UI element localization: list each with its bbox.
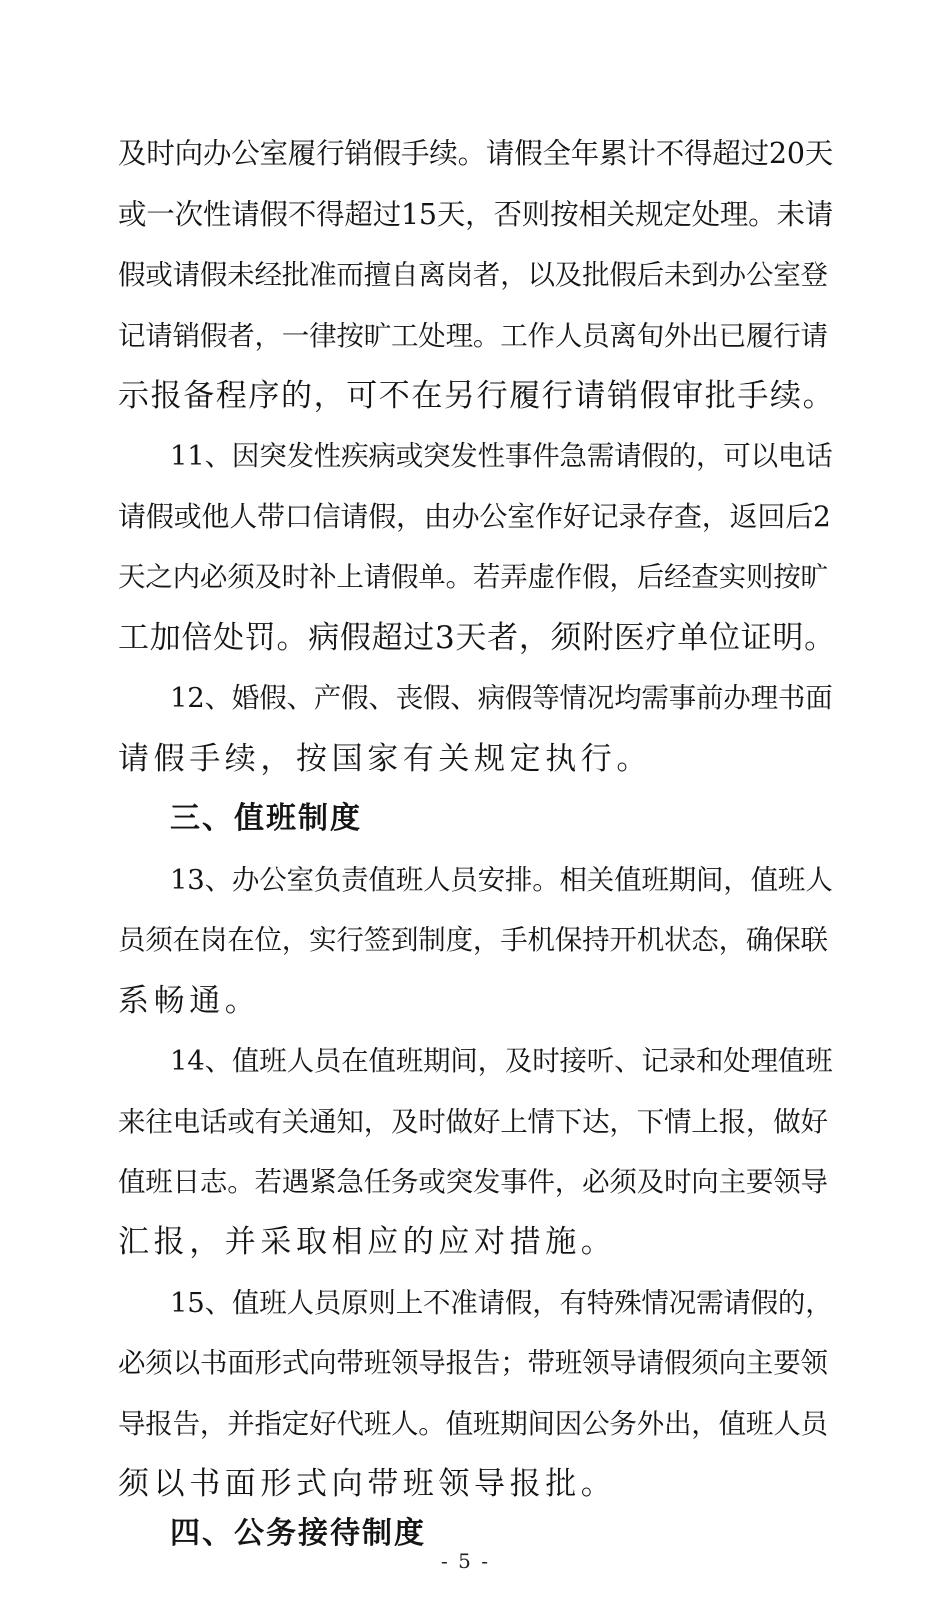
body-line: 请假手续，按国家有关规定执行。 <box>118 741 652 777</box>
body-line: 记请销假者，一律按旷工处理。工作人员离旬外出已履行请 <box>118 320 828 352</box>
paragraph-11-first-line: 11、因突发性疾病或突发性事件急需请假的，可以电话 <box>170 440 833 472</box>
body-line: 请假或他人带口信请假，由办公室作好记录存查，返回后2 <box>118 500 831 533</box>
body-line: 须以书面形式向带班领导报批。 <box>118 1466 617 1502</box>
body-line: 假或请假未经批准而擅自离岗者，以及批假后未到办公室登 <box>118 259 828 291</box>
body-line: 必须以书面形式向带班领导报告；带班领导请假须向主要领 <box>118 1347 828 1379</box>
body-line: 系畅通。 <box>118 983 261 1019</box>
paragraph-15-first-line: 15、值班人员原则上不准请假，有特殊情况需请假的， <box>170 1287 833 1319</box>
body-line: 员须在岗在位，实行签到制度，手机保持开机状态，确保联 <box>118 924 828 956</box>
paragraph-13-first-line: 13、办公室负责值班人员安排。相关值班期间，值班人 <box>170 864 833 896</box>
body-line: 导报告，并指定好代班人。值班期间因公务外出，值班人员 <box>118 1408 828 1440</box>
body-line: 来往电话或有关通知，及时做好上情下达，下情上报，做好 <box>118 1106 828 1138</box>
section-heading-reception: 四、公务接待制度 <box>170 1516 426 1551</box>
body-line: 或一次性请假不得超过15天，否则按相关规定处理。未请 <box>118 198 834 231</box>
body-line: 汇报，并采取相应的应对措施。 <box>118 1224 617 1260</box>
body-line: 天之内必须及时补上请假单。若弄虚作假，后经查实则按旷 <box>118 561 828 593</box>
body-line: 及时向办公室履行销假手续。请假全年累计不得超过20天 <box>118 137 834 170</box>
body-line: 工加倍处罚。病假超过3天者，须附医疗单位证明。 <box>118 620 836 656</box>
paragraph-12-first-line: 12、婚假、产假、丧假、病假等情况均需事前办理书面 <box>170 682 833 714</box>
page-number: - 5 - <box>441 1549 490 1573</box>
body-line: 示报备程序的，可不在另行履行请销假审批手续。 <box>118 378 836 414</box>
paragraph-14-first-line: 14、值班人员在值班期间，及时接听、记录和处理值班 <box>170 1045 833 1077</box>
section-heading-duty: 三、值班制度 <box>170 801 362 836</box>
body-line: 值班日志。若遇紧急任务或突发事件，必须及时向主要领导 <box>118 1166 828 1198</box>
